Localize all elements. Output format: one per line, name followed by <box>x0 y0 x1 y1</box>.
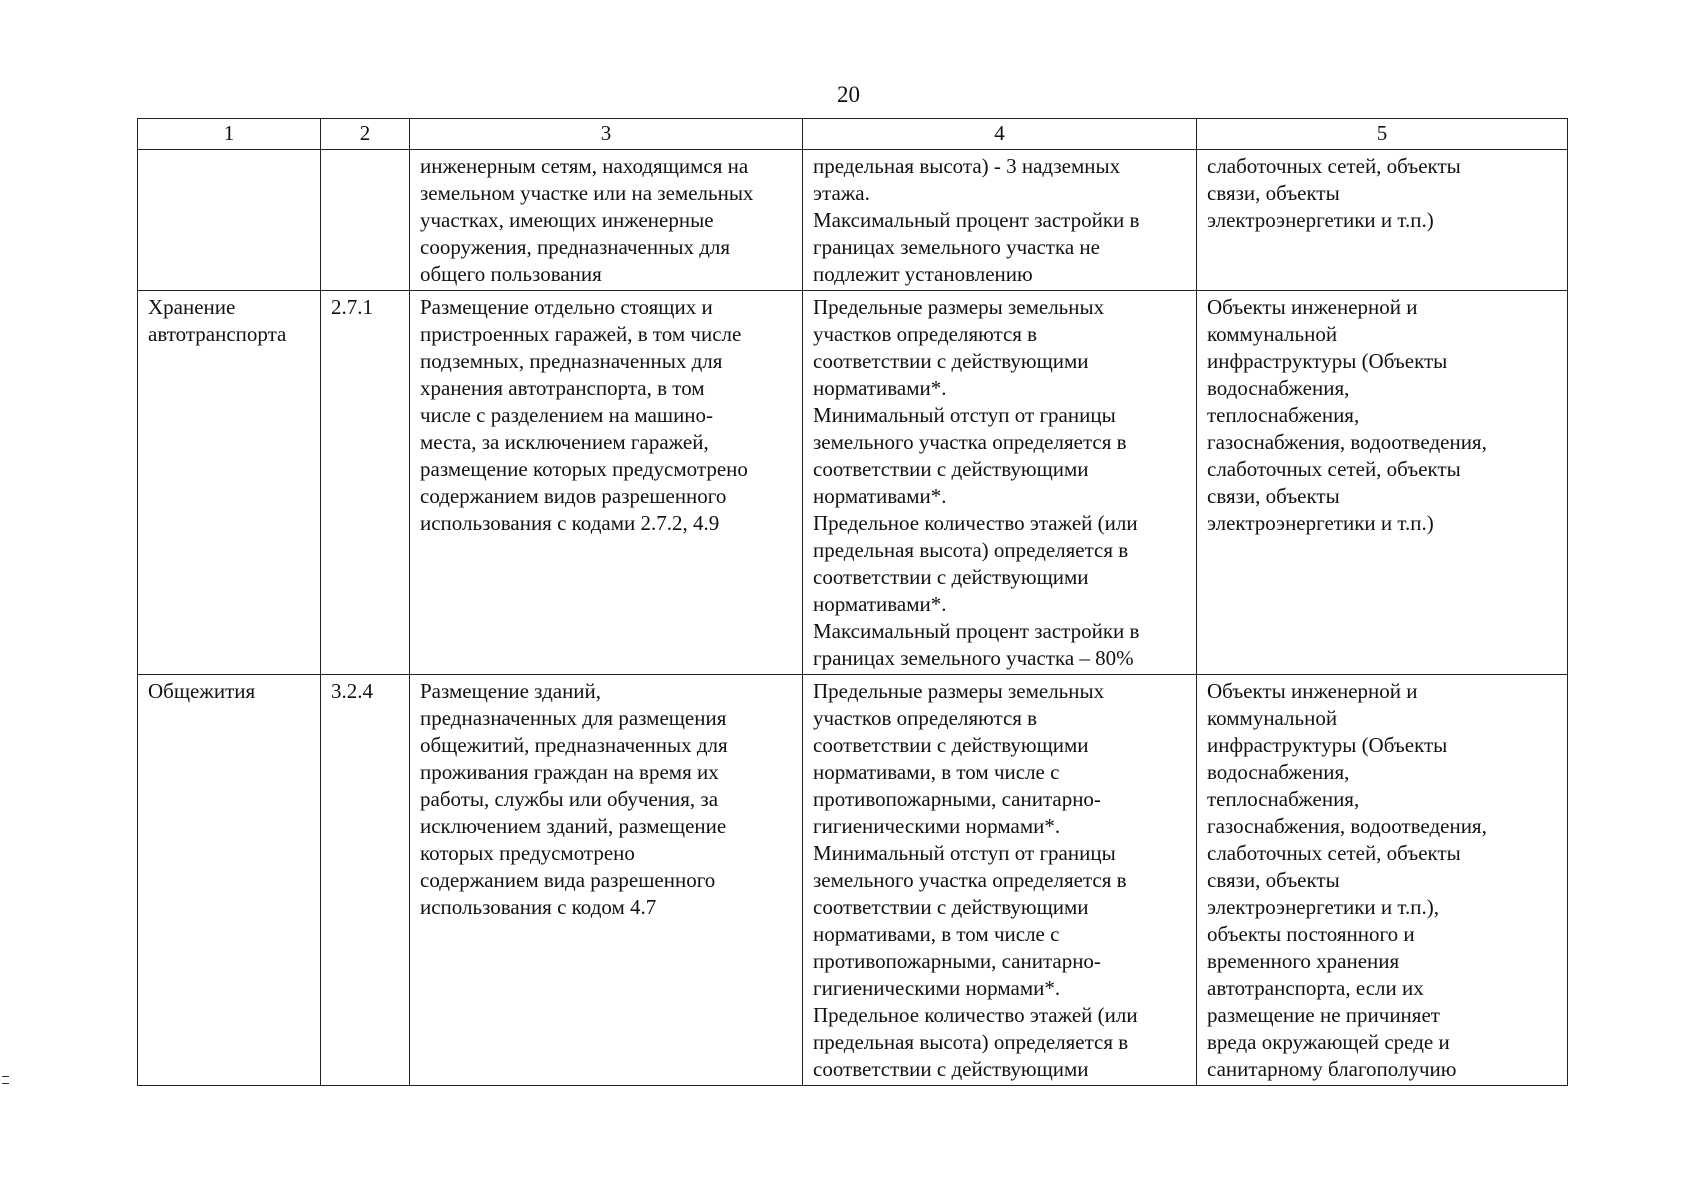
parameters-cell: предельная высота) - 3 надземных этажа. Максимальный процент застройки в границах земельного участка не подлежит установлению <box>803 150 1197 291</box>
use-name-cell: Общежития <box>138 675 321 1086</box>
auxiliary-objects-cell: Объекты инженерной и коммунальной инфраструктуры (Объекты водоснабжения, теплоснабжения, газоснабжения, водоотведения, слаботочных сетей, объекты связи, объекты электроэнергетики и т.п.), объекты постоянного и временного хранения автотранспорта, если их размещение не причиняет вреда окружающей среде и санитарному благополучию <box>1197 675 1568 1086</box>
use-description-cell: инженерным сетям, находящимся на земельном участке или на земельных участках, имеющих инженерные сооружения, предназначенных для общего пользования <box>410 150 803 291</box>
auxiliary-objects-cell: слаботочных сетей, объекты связи, объекты электроэнергетики и т.п.) <box>1197 150 1568 291</box>
page-number: 20 <box>837 82 860 107</box>
auxiliary-objects-cell: Объекты инженерной и коммунальной инфраструктуры (Объекты водоснабжения, теплоснабжения, газоснабжения, водоотведения, слаботочных сетей, объекты связи, объекты электроэнергетики и т.п.) <box>1197 291 1568 675</box>
column-header-4: 4 <box>803 119 1197 150</box>
table-row <box>138 150 1568 291</box>
use-code-cell <box>321 150 410 291</box>
parameters-cell: Предельные размеры земельных участков определяются в соответствии с действующими нормативами*. Минимальный отступ от границы земельного участка определяется в соответствии с действующими нормативами*. Предельное количество этажей (или предельная высота) определяется в соответствии с действующими нормативами*. Максимальный процент застройки в границах земельного участка – 80% <box>803 291 1197 675</box>
use-code-cell: 2.7.1 <box>321 291 410 675</box>
use-name-cell: Хранение автотранспорта <box>138 291 321 675</box>
use-name-cell <box>138 150 321 291</box>
table-row <box>138 675 1568 1086</box>
column-header-3: 3 <box>410 119 803 150</box>
table-header-row <box>138 119 1568 150</box>
column-header-1: 1 <box>138 119 321 150</box>
use-description-cell: Размещение отдельно стоящих и пристроенных гаражей, в том числе подземных, предназначенных для хранения автотранспорта, в том числе с разделением на машино- места, за исключением гаражей, размещение которых предусмотрено содержанием видов разрешенного использования с кодами 2.7.2, 4.9 <box>410 291 803 675</box>
land-use-table <box>137 118 1568 1086</box>
margin-mark <box>2 1076 9 1084</box>
use-description-cell: Размещение зданий, предназначенных для размещения общежитий, предназначенных для проживания граждан на время их работы, службы или обучения, за исключением зданий, размещение которых предусмотрено содержанием вида разрешенного использования с кодом 4.7 <box>410 675 803 1086</box>
column-header-2: 2 <box>321 119 410 150</box>
parameters-cell: Предельные размеры земельных участков определяются в соответствии с действующими нормативами, в том числе с противопожарными, санитарно- гигиеническими нормами*. Минимальный отступ от границы земельного участка определяется в соответствии с действующими нормативами, в том числе с противопожарными, санитарно- гигиеническими нормами*. Предельное количество этажей (или предельная высота) определяется в соответствии с действующими <box>803 675 1197 1086</box>
table-row <box>138 291 1568 675</box>
column-header-5: 5 <box>1197 119 1568 150</box>
use-code-cell: 3.2.4 <box>321 675 410 1086</box>
